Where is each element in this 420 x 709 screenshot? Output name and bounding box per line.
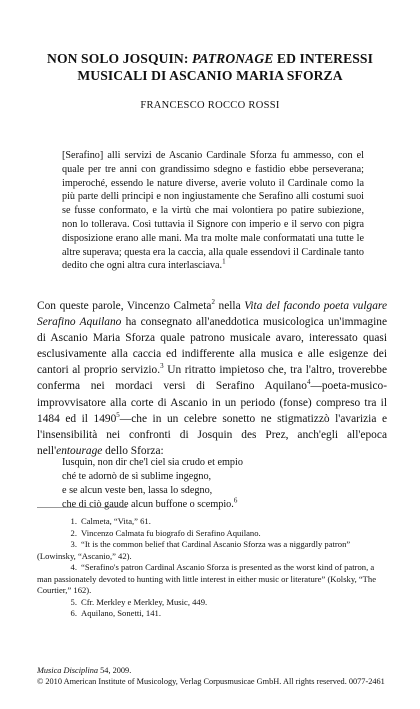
sonnet-quote bbox=[62, 456, 362, 512]
author-name: FRANCESCO ROCCO ROSSI bbox=[140, 100, 280, 111]
poem-line: ché te adornò de sì sublime ingegno, bbox=[62, 470, 212, 482]
page-footer bbox=[37, 665, 397, 687]
italic-word: entourage bbox=[56, 444, 103, 457]
footnote-ref: 2 bbox=[211, 298, 215, 307]
footnote-divider bbox=[37, 507, 127, 508]
footnote: 3. “It is the common belief that Cardinal Ascanio Sforza was a niggardly patron” (Lowinsky, “Ascanio,” 42). bbox=[37, 539, 351, 561]
title-line-1: NON SOLO JOSQUIN: PATRONAGE ED INTERESSI bbox=[47, 51, 373, 66]
footnote-ref: 1 bbox=[222, 257, 226, 266]
journal-citation: Musica Disciplina 54, 2009. bbox=[37, 666, 132, 675]
copyright-line: © 2010 American Institute of Musicology, Verlag Corpusmusicae GmbH. All rights reserved. 0077-2461 bbox=[37, 677, 385, 686]
poem-line: e se alcun veste ben, lassa lo sdegno, bbox=[62, 484, 213, 496]
footnote-ref: 5 bbox=[116, 410, 120, 419]
epigraph-quote bbox=[62, 149, 364, 273]
body-paragraph: Con queste parole, Vincenzo Calmeta$^2$ nella Vita del facondo poeta vulgare Serafino Aquilano ha consegnato all'aneddotica musicologica un'immagine di Ascanio Maria Sforza quale patrono musicale avaro, interessato quasi esclusivamente alla caccia ed indifferente alla musica e alle esigenze dei cantori al proprio servizio.$^3$ Un ritratto impietoso che, tra l'altro, troverebbe conferma nei mordaci versi di Serafino Aquilano$^4$—poeta-musico-improvvisatore alla corte di Ascanio in un periodo (fonse) compreso tra il 1484 ed il 1490$^5$—che in un celebre sonetto ne stigmatizzò l'avarizia e l'insensibilità nei confronti di Josquin des Prez, anch'egli all'epoca nell'entourage dello Sforza: bbox=[37, 298, 387, 457]
footnote-ref: 3 bbox=[160, 362, 164, 371]
epigraph-text: [Serafino] alli servizi de Ascanio Cardinale Sforza fu ammesso, con el quale per tre anni con grandissimo sdegno e fastidio ebbe perseverana; imperoché, essendo le nature diverse, averie voluto il Cardinale como la più parte delli principi e non ingiustamente che Serafino alli costumi suoi se fusse conformato, e la virtù che mai volontiera po patire subiezione, non lo tollerava. Così tuttavia il Signore con imperio e il servo con pigra disposizione erano alle mani. Ma tra molte male conformatati una tutte le altre superava; questa era la caccia, alla quale essendovi il Cardinale tanto dedito che ogni altra cura interlasciava. bbox=[62, 150, 364, 272]
footnote: 2. Vincenzo Calmata fu biografo di Serafino Aquilano. bbox=[70, 527, 261, 538]
footnote-ref: 6 bbox=[233, 496, 238, 505]
article-title bbox=[30, 50, 390, 84]
title-italic-word: PATRONAGE bbox=[191, 51, 274, 66]
footnote: 6. Aquilano, Sonetti, 141. bbox=[70, 608, 161, 618]
footnote: 4. “Serafino's patron Cardinal Ascanio Sforza is presented as the worst kind of patron, a man passionately devoted to hunting with little interest in either music or literature” (Kolsky, “The Courtier,” 162). bbox=[37, 562, 377, 595]
poem-line: che di ciò gaude alcun buffone o scempio.$^6$ bbox=[62, 496, 238, 510]
poem-line: Iusquin, non dir che'l ciel sia crudo et empio bbox=[62, 457, 243, 468]
footnotes bbox=[37, 516, 387, 620]
footnote: 5. Cfr. Merkley e Merkley, Music, 449. bbox=[70, 596, 208, 607]
title-line-2: MUSICALI DI ASCANIO MARIA SFORZA bbox=[77, 68, 343, 83]
footnote: 1. Calmeta, “Vita,” 61. bbox=[70, 516, 151, 526]
italic-title: Vita del facondo poeta vulgare Serafino Aquilano bbox=[37, 300, 387, 329]
footnote-ref: 4 bbox=[306, 378, 311, 387]
